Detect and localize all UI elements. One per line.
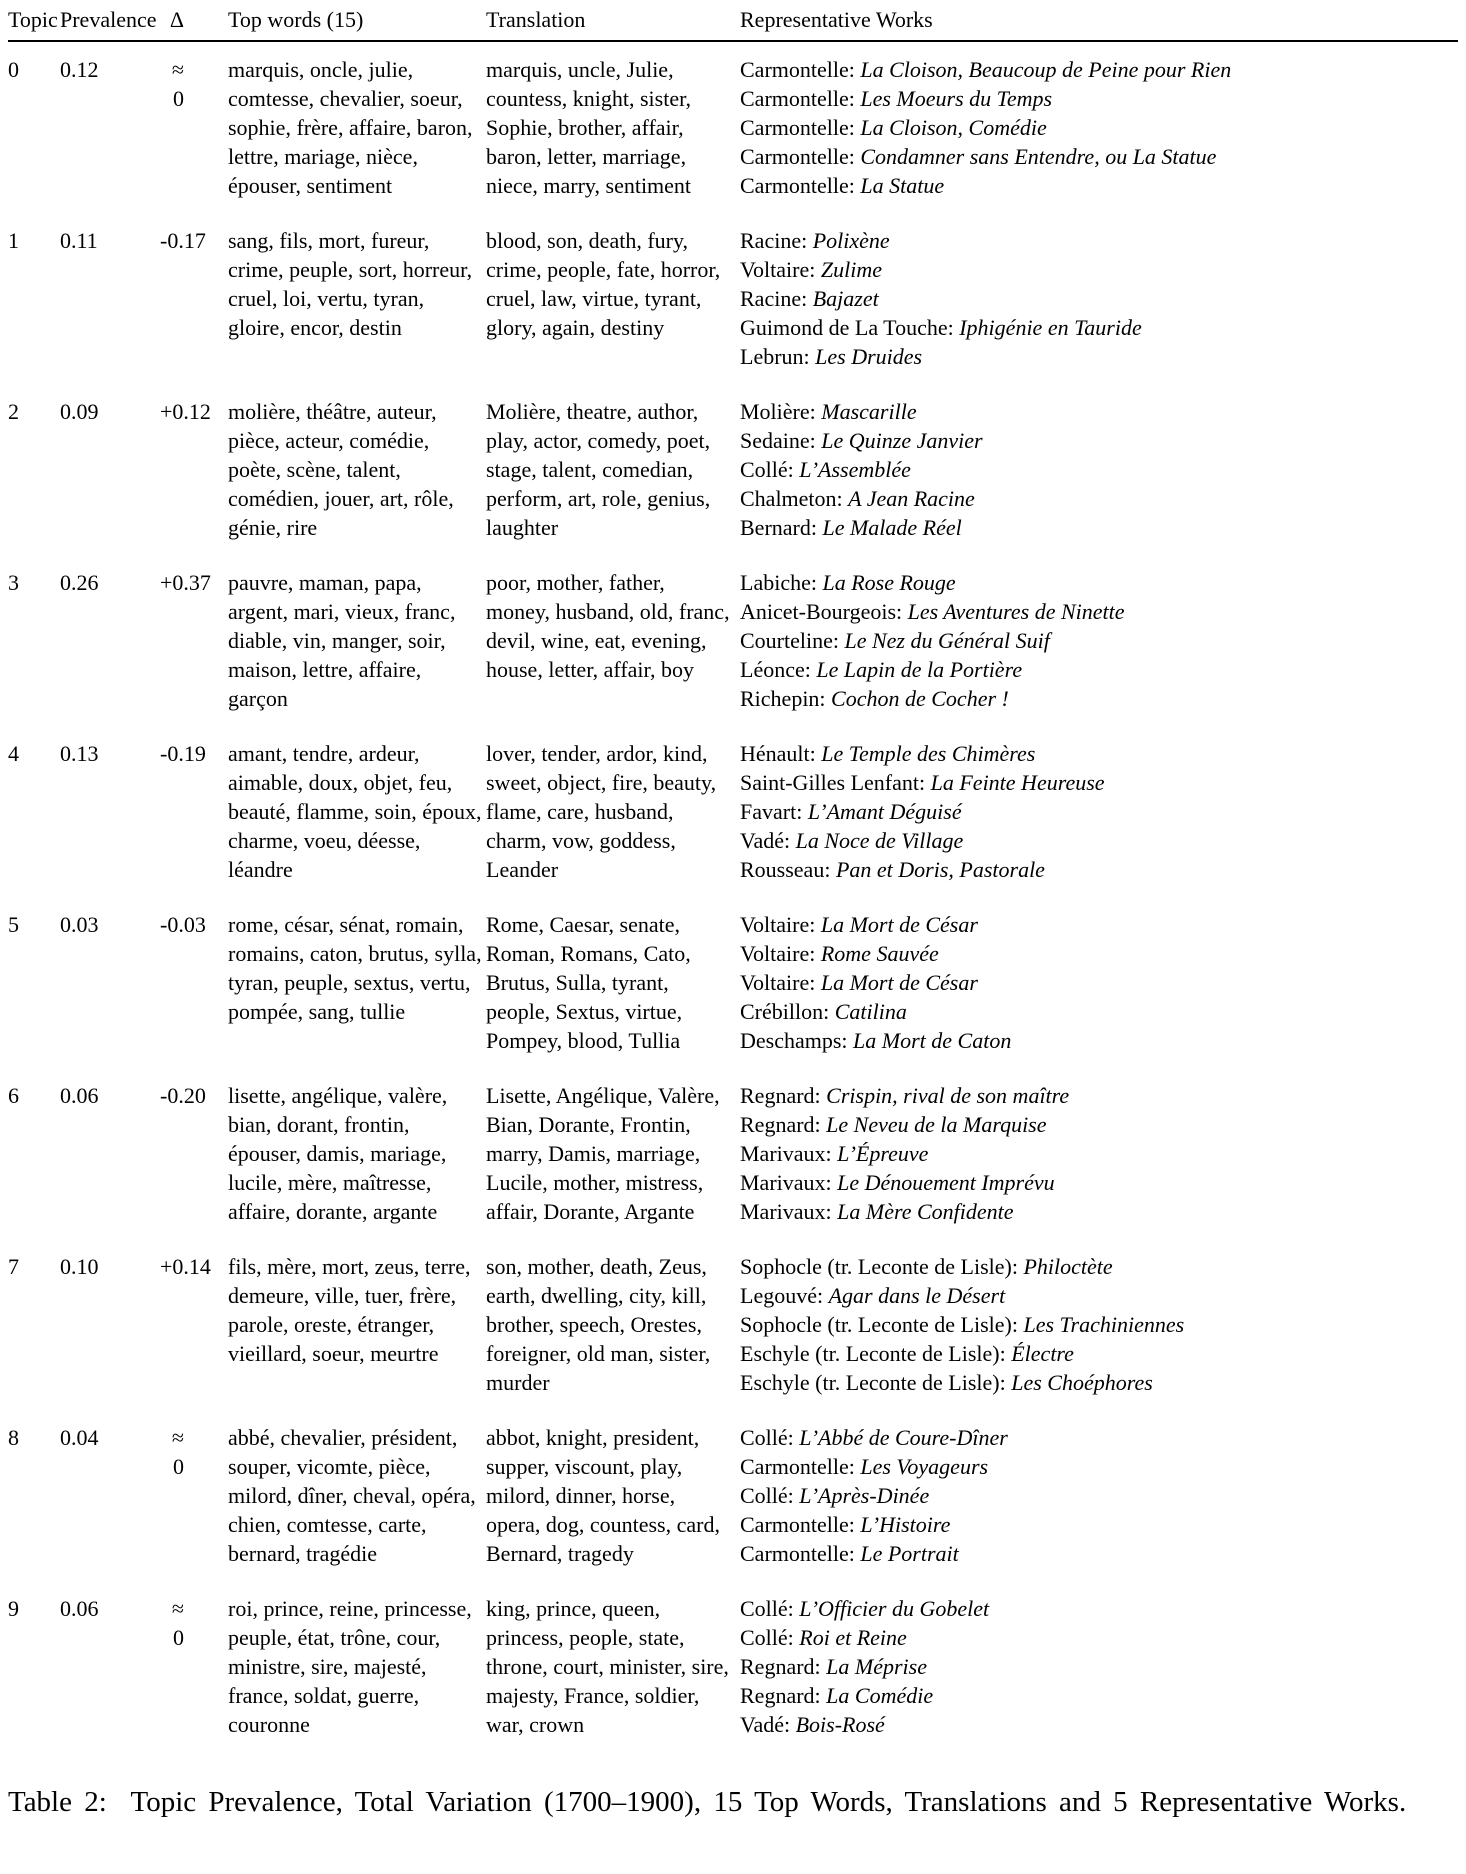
work-title: Rome Sauvée [820,941,939,966]
work-entry [740,55,1458,84]
work-entry [740,1252,1458,1281]
work-title: La Feinte Heureuse [930,770,1105,795]
works-cell [740,1081,1458,1226]
work-title: La Mort de César [820,970,978,995]
work-author: Voltaire: [740,912,821,937]
work-entry [740,797,1458,826]
prevalence-cell: 0.03 [60,912,99,937]
work-author: Collé: [740,1425,800,1450]
work-entry [740,1368,1458,1397]
work-title: Cochon de Cocher ! [831,686,1009,711]
work-author: Richepin: [740,686,832,711]
work-title: Zulime [820,257,882,282]
works-cell [740,1252,1458,1397]
topic-cell: 6 [8,1083,19,1108]
delta-cell: -0.03 [160,912,206,937]
work-entry [740,1168,1458,1197]
work-title: Le Malade Réel [822,515,962,540]
work-author: Marivaux: [740,1199,838,1224]
top-words-cell: molière, théâtre, auteur, pièce, acteur, comédie, poète, scène, talent, comédien, jouer, art, rôle, génie, rire [228,399,454,540]
work-entry [740,1539,1458,1568]
header-topic: Topic [8,7,58,32]
work-entry [740,84,1458,113]
work-entry [740,910,1458,939]
work-title: Les Voyageurs [860,1454,989,1479]
work-title: Crispin, rival de son maître [826,1083,1070,1108]
work-author: Eschyle (tr. Leconte de Lisle): [740,1370,1012,1395]
work-author: Collé: [740,1596,800,1621]
top-words-cell: sang, fils, mort, fureur, crime, peuple, sort, horreur, cruel, loi, vertu, tyran, gloire, encor, destin [228,228,473,340]
work-title: Catilina [834,999,907,1024]
topic-cell: 5 [8,912,19,937]
work-title: Mascarille [821,399,917,424]
header-prevalence: Prevalence [60,7,157,32]
work-entry [740,568,1458,597]
work-author: Molière: [740,399,822,424]
table-caption [8,1779,1458,1826]
topic-cell: 8 [8,1425,19,1450]
work-author: Vadé: [740,1712,796,1737]
top-words-cell: fils, mère, mort, zeus, terre, demeure, ville, tuer, frère, parole, oreste, étranger, vieillard, soeur, meurtre [228,1254,471,1366]
work-author: Favart: [740,799,808,824]
work-author: Marivaux: [740,1141,838,1166]
work-title: L’Après-Dinée [799,1483,930,1508]
top-words-cell: marquis, oncle, julie, comtesse, chevalier, soeur, sophie, frère, affaire, baron, lettre, mariage, nièce, épouser, sentiment [228,57,473,198]
work-title: Iphigénie en Tauride [959,315,1142,340]
works-cell [740,1594,1458,1739]
work-entry [740,255,1458,284]
table-body [8,55,1458,1739]
work-entry [740,855,1458,884]
prevalence-cell: 0.13 [60,741,99,766]
prevalence-cell: 0.12 [60,57,99,82]
works-cell [740,568,1458,713]
work-author: Carmontelle: [740,1454,861,1479]
work-entry [740,826,1458,855]
work-title: Les Moeurs du Temps [860,86,1053,111]
header-delta: Δ [169,7,184,32]
delta-cell: +0.12 [160,399,211,424]
work-title: Le Nez du Général Suif [844,628,1050,653]
header-translation: Translation [486,7,586,32]
work-entry [740,513,1458,542]
translation-cell: abbot, knight, president, supper, viscount, play, milord, dinner, horse, opera, dog, countess, card, Bernard, tragedy [486,1425,720,1566]
work-entry [740,142,1458,171]
topic-cell: 1 [8,228,19,253]
work-entry [740,1197,1458,1226]
work-entry [740,484,1458,513]
work-author: Courteline: [740,628,845,653]
works-cell [740,55,1458,200]
work-author: Lebrun: [740,344,816,369]
work-author: Chalmeton: [740,486,849,511]
work-author: Carmontelle: [740,86,861,111]
work-title: Le Portrait [860,1541,959,1566]
table-row [8,226,1458,371]
work-entry [740,426,1458,455]
work-title: L’Abbé de Coure-Dîner [799,1425,1008,1450]
work-entry [740,768,1458,797]
work-author: Voltaire: [740,257,821,282]
top-words-cell: rome, césar, sénat, romain, romains, caton, brutus, sylla, tyran, peuple, sextus, vertu, pompée, sang, tullie [228,912,482,1024]
work-title: Les Druides [815,344,923,369]
works-cell [740,397,1458,542]
work-entry [740,1139,1458,1168]
work-entry [740,284,1458,313]
prevalence-cell: 0.06 [60,1083,99,1108]
top-words-cell: roi, prince, reine, princesse, peuple, état, trône, cour, ministre, sire, majesté, france, soldat, guerre, couronne [228,1596,472,1737]
work-entry [740,1339,1458,1368]
work-title: Bajazet [812,286,879,311]
delta-cell: -0.20 [160,1083,206,1108]
work-author: Eschyle (tr. Leconte de Lisle): [740,1341,1012,1366]
work-entry [740,684,1458,713]
work-author: Carmontelle: [740,57,861,82]
work-entry [740,1081,1458,1110]
table-row [8,397,1458,542]
top-words-cell: abbé, chevalier, président, souper, vicomte, pièce, milord, dîner, cheval, opéra, chien, comtesse, carte, bernard, tragédie [228,1425,476,1566]
topic-cell: 9 [8,1596,19,1621]
work-author: Regnard: [740,1112,827,1137]
work-author: Léonce: [740,657,817,682]
work-author: Sophocle (tr. Leconte de Lisle): [740,1254,1024,1279]
caption-text: Topic Prevalence, Total Variation (1700–1900), 15 Top Words, Translations and 5 Representative Works. [130,1786,1407,1818]
work-title: La Mort de Caton [853,1028,1012,1053]
work-title: La Mère Confidente [837,1199,1014,1224]
work-entry [740,455,1458,484]
work-entry [740,968,1458,997]
work-author: Sedaine: [740,428,822,453]
table-row [8,910,1458,1055]
prevalence-cell: 0.11 [60,228,98,253]
topic-table [8,5,1458,1739]
work-author: Bernard: [740,515,823,540]
work-author: Carmontelle: [740,115,861,140]
work-title: Le Dénouement Imprévu [837,1170,1055,1195]
translation-cell: Lisette, Angélique, Valère, Bian, Dorante, Frontin, marry, Damis, marriage, Lucile, mother, mistress, affair, Dorante, Argante [486,1083,720,1224]
topic-cell: 3 [8,570,19,595]
prevalence-cell: 0.06 [60,1596,99,1621]
table-row [8,1081,1458,1226]
work-entry [740,1623,1458,1652]
work-author: Crébillon: [740,999,835,1024]
work-author: Carmontelle: [740,1541,861,1566]
table-row [8,1423,1458,1568]
translation-cell: blood, son, death, fury, crime, people, fate, horror, cruel, law, virtue, tyrant, glory, again, destiny [486,228,721,340]
delta-cell: +0.37 [160,570,211,595]
work-entry [740,226,1458,255]
translation-cell: lover, tender, ardor, kind, sweet, object, fire, beauty, flame, care, husband, charm, vow, goddess, Leander [486,741,717,882]
top-words-cell: lisette, angélique, valère, bian, dorant, frontin, épouser, damis, mariage, lucile, mère, maîtresse, affaire, dorante, argante [228,1083,448,1224]
work-author: Marivaux: [740,1170,838,1195]
work-title: Agar dans le Désert [828,1283,1006,1308]
top-words-cell: pauvre, maman, papa, argent, mari, vieux, franc, diable, vin, manger, soir, maison, lettre, affaire, garçon [228,570,456,711]
header-top-words: Top words (15) [228,7,364,32]
work-entry [740,1481,1458,1510]
top-words-cell: amant, tendre, ardeur, aimable, doux, objet, feu, beauté, flamme, soin, époux, charme, voeu, déesse, léandre [228,741,482,882]
work-entry [740,939,1458,968]
work-author: Rousseau: [740,857,836,882]
work-entry [740,1452,1458,1481]
work-author: Collé: [740,1483,800,1508]
prevalence-cell: 0.10 [60,1254,99,1279]
work-entry [740,626,1458,655]
work-entry [740,1510,1458,1539]
work-author: Racine: [740,286,813,311]
delta-cell: +0.14 [160,1254,211,1279]
topic-cell: 4 [8,741,19,766]
work-entry [740,171,1458,200]
work-entry [740,1281,1458,1310]
work-author: Vadé: [740,828,796,853]
work-title: Philoctète [1023,1254,1113,1279]
work-author: Deschamps: [740,1028,854,1053]
translation-cell: son, mother, death, Zeus, earth, dwelling, city, kill, brother, speech, Orestes, foreigner, old man, sister, murder [486,1254,711,1395]
work-title: La Noce de Village [795,828,964,853]
work-entry [740,1310,1458,1339]
work-author: Hénault: [740,741,822,766]
table-row [8,739,1458,884]
work-author: Legouvé: [740,1283,829,1308]
work-author: Racine: [740,228,813,253]
work-author: Saint-Gilles Lenfant: [740,770,931,795]
delta-cell: ≈ 0 [171,57,184,111]
work-entry [740,739,1458,768]
header-representative-works: Representative Works [740,7,933,32]
table-row [8,1594,1458,1739]
delta-cell: ≈ 0 [171,1425,184,1479]
prevalence-cell: 0.26 [60,570,99,595]
work-title: Électre [1011,1341,1074,1366]
work-entry [740,342,1458,371]
work-author: Voltaire: [740,970,821,995]
work-entry [740,113,1458,142]
work-author: Collé: [740,1625,800,1650]
work-title: Le Lapin de la Portière [816,657,1023,682]
works-cell [740,1423,1458,1568]
work-title: Condamner sans Entendre, ou La Statue [860,144,1217,169]
work-author: Carmontelle: [740,1512,861,1537]
works-cell [740,226,1458,371]
work-author: Guimond de La Touche: [740,315,960,340]
topic-cell: 2 [8,399,19,424]
topic-cell: 7 [8,1254,19,1279]
work-author: Voltaire: [740,941,821,966]
work-entry [740,1681,1458,1710]
delta-cell: -0.19 [160,741,206,766]
caption-label: Table 2: [8,1786,107,1818]
work-title: L’Officier du Gobelet [799,1596,990,1621]
work-entry [740,1026,1458,1055]
table-row [8,55,1458,200]
table-row [8,1252,1458,1397]
work-title: L’Histoire [860,1512,951,1537]
work-author: Carmontelle: [740,173,861,198]
work-author: Anicet-Bourgeois: [740,599,908,624]
work-title: A Jean Racine [848,486,975,511]
works-cell [740,910,1458,1055]
work-author: Labiche: [740,570,823,595]
work-title: L’Amant Déguisé [807,799,962,824]
work-title: L’Assemblée [799,457,911,482]
work-entry [740,1423,1458,1452]
work-author: Regnard: [740,1683,827,1708]
work-title: L’Épreuve [837,1141,929,1166]
work-title: Les Choéphores [1011,1370,1153,1395]
work-title: La Rose Rouge [822,570,956,595]
work-author: Sophocle (tr. Leconte de Lisle): [740,1312,1024,1337]
table-header-row [8,5,1458,42]
work-title: Pan et Doris, Pastorale [835,857,1045,882]
works-cell [740,739,1458,884]
work-author: Regnard: [740,1654,827,1679]
work-entry [740,1594,1458,1623]
translation-cell: king, prince, queen, princess, people, state, throne, court, minister, sire, majesty, France, soldier, war, crown [486,1596,729,1737]
work-title: Les Aventures de Ninette [907,599,1125,624]
work-title: La Cloison, Comédie [860,115,1047,140]
work-title: Le Quinze Janvier [821,428,983,453]
work-title: La Méprise [826,1654,927,1679]
translation-cell: Molière, theatre, author, play, actor, comedy, poet, stage, talent, comedian, perform, art, role, genius, laughter [486,399,711,540]
work-entry [740,1110,1458,1139]
table-row [8,568,1458,713]
work-title: Le Temple des Chimères [821,741,1036,766]
work-author: Regnard: [740,1083,827,1108]
prevalence-cell: 0.09 [60,399,99,424]
translation-cell: Rome, Caesar, senate, Roman, Romans, Cato, Brutus, Sulla, tyrant, people, Sextus, virtue, Pompey, blood, Tullia [486,912,691,1053]
work-title: Les Trachiniennes [1023,1312,1185,1337]
prevalence-cell: 0.04 [60,1425,99,1450]
work-entry [740,1710,1458,1739]
work-title: La Statue [860,173,945,198]
work-title: Polixène [812,228,890,253]
work-entry [740,597,1458,626]
work-title: La Mort de César [820,912,978,937]
delta-cell: -0.17 [160,228,206,253]
work-title: La Cloison, Beaucoup de Peine pour Rien [860,57,1232,82]
work-entry [740,397,1458,426]
work-title: Le Neveu de la Marquise [826,1112,1047,1137]
work-entry [740,1652,1458,1681]
work-title: Bois-Rosé [795,1712,885,1737]
work-title: La Comédie [826,1683,934,1708]
work-entry [740,997,1458,1026]
topic-cell: 0 [8,57,19,82]
delta-cell: ≈ 0 [171,1596,184,1650]
translation-cell: poor, mother, father, money, husband, old, franc, devil, wine, eat, evening, house, letter, affair, boy [486,570,730,682]
work-author: Carmontelle: [740,144,861,169]
work-entry [740,655,1458,684]
translation-cell: marquis, uncle, Julie, countess, knight, sister, Sophie, brother, affair, baron, letter, marriage, niece, marry, sentiment [486,57,692,198]
work-entry [740,313,1458,342]
work-title: Roi et Reine [799,1625,907,1650]
work-author: Collé: [740,457,800,482]
